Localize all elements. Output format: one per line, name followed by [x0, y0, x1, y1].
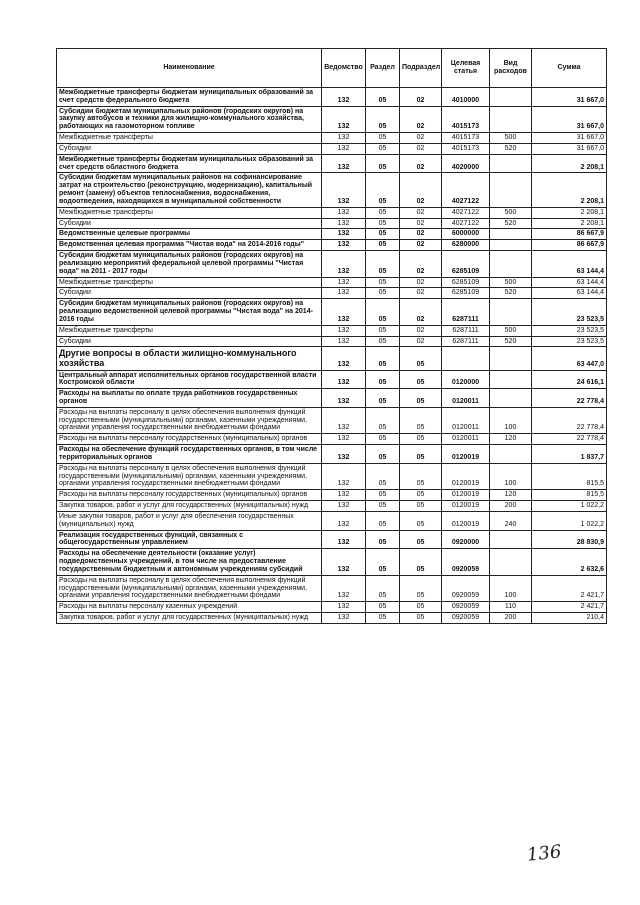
cell-expense-type: 240 — [490, 511, 532, 530]
cell-department: 132 — [322, 218, 366, 229]
cell-section: 05 — [366, 463, 400, 489]
cell-amount: 31 667,0 — [532, 106, 607, 132]
cell-subsection: 05 — [400, 501, 442, 512]
page-number: 136 — [525, 841, 563, 866]
cell-section: 05 — [366, 299, 400, 325]
cell-target-article: 0120019 — [442, 511, 490, 530]
cell-subsection: 02 — [400, 88, 442, 107]
cell-subsection: 02 — [400, 207, 442, 218]
cell-department: 132 — [322, 240, 366, 251]
cell-department: 132 — [322, 154, 366, 173]
cell-name: Иные закупки товаров, работ и услуг для обеспечения государственных (муниципальных) нужд — [57, 511, 322, 530]
header-subsection: Подраздел — [400, 49, 442, 88]
cell-amount: 2 208,1 — [532, 154, 607, 173]
cell-amount: 1 837,7 — [532, 445, 607, 464]
cell-amount: 86 667,9 — [532, 240, 607, 251]
cell-subsection: 05 — [400, 575, 442, 601]
table-row — [57, 511, 607, 530]
cell-name: Расходы на выплаты персоналу в целях обеспечения выполнения функций государственными (муниципальными) органами, казенными учреждениями, органами управления государственными внебюджетными фондами — [57, 407, 322, 433]
cell-department: 132 — [322, 106, 366, 132]
cell-expense-type — [490, 88, 532, 107]
cell-amount: 815,5 — [532, 490, 607, 501]
cell-section: 05 — [366, 347, 400, 370]
cell-section: 05 — [366, 106, 400, 132]
cell-target-article: 4027122 — [442, 207, 490, 218]
cell-name: Центральный аппарат исполнительных органов государственной власти Костромской области — [57, 370, 322, 389]
table-row — [57, 463, 607, 489]
cell-expense-type — [490, 370, 532, 389]
cell-section: 05 — [366, 490, 400, 501]
cell-amount: 2 632,6 — [532, 549, 607, 575]
cell-expense-type — [490, 106, 532, 132]
cell-amount: 2 208,1 — [532, 173, 607, 207]
table-row — [57, 325, 607, 336]
table-row — [57, 288, 607, 299]
cell-name: Межбюджетные трансферты — [57, 133, 322, 144]
table-row — [57, 549, 607, 575]
cell-expense-type: 100 — [490, 575, 532, 601]
cell-subsection: 05 — [400, 602, 442, 613]
cell-department: 132 — [322, 173, 366, 207]
cell-subsection: 02 — [400, 229, 442, 240]
cell-expense-type: 100 — [490, 463, 532, 489]
cell-target-article: 6287111 — [442, 299, 490, 325]
cell-section: 05 — [366, 613, 400, 624]
cell-expense-type: 120 — [490, 434, 532, 445]
cell-subsection: 02 — [400, 325, 442, 336]
cell-expense-type — [490, 240, 532, 251]
cell-section: 05 — [366, 530, 400, 549]
cell-amount: 31 667,0 — [532, 143, 607, 154]
cell-target-article: 6280000 — [442, 240, 490, 251]
cell-name: Субсидии — [57, 218, 322, 229]
cell-expense-type — [490, 173, 532, 207]
header-amount: Сумма — [532, 49, 607, 88]
cell-department: 132 — [322, 251, 366, 277]
cell-section: 05 — [366, 325, 400, 336]
cell-expense-type: 520 — [490, 218, 532, 229]
cell-section: 05 — [366, 229, 400, 240]
cell-target-article: 4010000 — [442, 88, 490, 107]
cell-name: Ведомственные целевые программы — [57, 229, 322, 240]
cell-subsection: 05 — [400, 434, 442, 445]
cell-name: Закупка товаров, работ и услуг для государственных (муниципальных) нужд — [57, 613, 322, 624]
cell-amount: 63 144,4 — [532, 288, 607, 299]
table-row — [57, 434, 607, 445]
cell-section: 05 — [366, 207, 400, 218]
cell-expense-type — [490, 154, 532, 173]
cell-target-article: 0920059 — [442, 575, 490, 601]
cell-department: 132 — [322, 407, 366, 433]
table-row — [57, 173, 607, 207]
header-section: Раздел — [366, 49, 400, 88]
cell-subsection: 02 — [400, 173, 442, 207]
cell-target-article: 6287111 — [442, 325, 490, 336]
budget-table — [56, 48, 607, 624]
table-row — [57, 299, 607, 325]
cell-amount: 86 667,9 — [532, 229, 607, 240]
cell-name: Расходы на выплаты персоналу государственных (муниципальных) органов — [57, 490, 322, 501]
cell-amount: 2 208,1 — [532, 207, 607, 218]
cell-target-article: 4015173 — [442, 143, 490, 154]
cell-name: Субсидии — [57, 336, 322, 347]
cell-expense-type — [490, 530, 532, 549]
cell-target-article: 0920059 — [442, 613, 490, 624]
table-row — [57, 389, 607, 408]
cell-expense-type: 520 — [490, 336, 532, 347]
table-row — [57, 251, 607, 277]
cell-department: 132 — [322, 501, 366, 512]
cell-name: Реализация государственных функций, связанных с общегосударственным управлением — [57, 530, 322, 549]
cell-target-article: 0120011 — [442, 407, 490, 433]
table-row — [57, 336, 607, 347]
cell-department: 132 — [322, 370, 366, 389]
cell-subsection: 02 — [400, 299, 442, 325]
cell-department: 132 — [322, 325, 366, 336]
cell-amount: 63 447,0 — [532, 347, 607, 370]
cell-target-article: 0920059 — [442, 549, 490, 575]
cell-name: Закупка товаров, работ и услуг для государственных (муниципальных) нужд — [57, 501, 322, 512]
cell-name: Расходы на выплаты персоналу в целях обеспечения выполнения функций государственными (муниципальными) органами, казенными учреждениями, органами управления государственными внебюджетными фондами — [57, 463, 322, 489]
cell-section: 05 — [366, 602, 400, 613]
cell-amount: 31 667,0 — [532, 88, 607, 107]
cell-target-article: 0120019 — [442, 501, 490, 512]
header-name: Наименование — [57, 49, 322, 88]
cell-target-article: 4027122 — [442, 173, 490, 207]
cell-expense-type: 500 — [490, 207, 532, 218]
cell-target-article: 0920059 — [442, 602, 490, 613]
cell-target-article: 0120000 — [442, 370, 490, 389]
table-row — [57, 88, 607, 107]
cell-section: 05 — [366, 501, 400, 512]
cell-name: Расходы на выплаты персоналу государственных (муниципальных) органов — [57, 434, 322, 445]
cell-section: 05 — [366, 218, 400, 229]
budget-document-page — [56, 48, 606, 624]
cell-section: 05 — [366, 143, 400, 154]
cell-expense-type: 200 — [490, 613, 532, 624]
cell-target-article: 6285109 — [442, 288, 490, 299]
cell-department: 132 — [322, 277, 366, 288]
cell-section: 05 — [366, 575, 400, 601]
cell-subsection: 05 — [400, 445, 442, 464]
cell-expense-type: 500 — [490, 325, 532, 336]
cell-name: Ведомственная целевая программа "Чистая вода" на 2014-2016 годы" — [57, 240, 322, 251]
cell-department: 132 — [322, 602, 366, 613]
cell-department: 132 — [322, 133, 366, 144]
cell-expense-type — [490, 549, 532, 575]
cell-amount: 28 830,9 — [532, 530, 607, 549]
cell-name: Субсидии бюджетам муниципальных районов на софинансирование затрат на строительство (реконструкцию, модернизацию), капитальный ремонт (замену) объектов теплоснабжения, водоснабжения, водоотведения, находящихся в муниципальной собственности — [57, 173, 322, 207]
cell-amount: 23 523,5 — [532, 325, 607, 336]
table-row — [57, 277, 607, 288]
cell-section: 05 — [366, 251, 400, 277]
table-row — [57, 106, 607, 132]
cell-name: Субсидии бюджетам муниципальных районов (городских округов) на реализацию мероприятий федеральной целевой программы "Чистая вода" на 2011 - 2017 годы — [57, 251, 322, 277]
cell-expense-type: 100 — [490, 407, 532, 433]
cell-expense-type — [490, 251, 532, 277]
table-row — [57, 207, 607, 218]
cell-department: 132 — [322, 288, 366, 299]
cell-amount: 63 144,4 — [532, 251, 607, 277]
table-row — [57, 154, 607, 173]
cell-amount: 23 523,5 — [532, 336, 607, 347]
cell-department: 132 — [322, 229, 366, 240]
cell-department: 132 — [322, 336, 366, 347]
cell-expense-type: 520 — [490, 288, 532, 299]
table-row — [57, 347, 607, 370]
table-row — [57, 218, 607, 229]
table-row — [57, 407, 607, 433]
cell-target-article: 4027122 — [442, 218, 490, 229]
cell-target-article: 0120019 — [442, 463, 490, 489]
cell-target-article — [442, 347, 490, 370]
cell-subsection: 02 — [400, 240, 442, 251]
cell-target-article: 6285109 — [442, 277, 490, 288]
cell-target-article: 0120019 — [442, 445, 490, 464]
cell-amount: 22 778,4 — [532, 407, 607, 433]
cell-name: Субсидии — [57, 143, 322, 154]
cell-department: 132 — [322, 575, 366, 601]
cell-target-article: 6000000 — [442, 229, 490, 240]
cell-name: Расходы на выплаты персоналу казенных учреждений — [57, 602, 322, 613]
table-row — [57, 370, 607, 389]
cell-name: Межбюджетные трансферты — [57, 277, 322, 288]
cell-target-article: 0120011 — [442, 434, 490, 445]
cell-subsection: 05 — [400, 370, 442, 389]
table-row — [57, 530, 607, 549]
cell-expense-type — [490, 299, 532, 325]
cell-subsection: 05 — [400, 549, 442, 575]
cell-target-article: 0120019 — [442, 490, 490, 501]
cell-amount: 2 208,1 — [532, 218, 607, 229]
cell-subsection: 05 — [400, 490, 442, 501]
cell-subsection: 02 — [400, 218, 442, 229]
cell-section: 05 — [366, 336, 400, 347]
cell-expense-type: 120 — [490, 490, 532, 501]
cell-subsection: 05 — [400, 389, 442, 408]
cell-department: 132 — [322, 445, 366, 464]
cell-department: 132 — [322, 88, 366, 107]
header-row — [57, 49, 607, 88]
cell-amount: 2 421,7 — [532, 602, 607, 613]
cell-expense-type: 110 — [490, 602, 532, 613]
cell-subsection: 05 — [400, 613, 442, 624]
table-row — [57, 133, 607, 144]
cell-amount: 23 523,5 — [532, 299, 607, 325]
cell-department: 132 — [322, 490, 366, 501]
cell-section: 05 — [366, 434, 400, 445]
cell-department: 132 — [322, 463, 366, 489]
cell-expense-type: 200 — [490, 501, 532, 512]
cell-expense-type: 500 — [490, 277, 532, 288]
cell-section: 05 — [366, 154, 400, 173]
cell-department: 132 — [322, 549, 366, 575]
table-row — [57, 602, 607, 613]
table-row — [57, 613, 607, 624]
header-department: Ведомство — [322, 49, 366, 88]
table-row — [57, 490, 607, 501]
cell-subsection: 05 — [400, 511, 442, 530]
cell-expense-type — [490, 389, 532, 408]
cell-subsection: 02 — [400, 336, 442, 347]
cell-name: Межбюджетные трансферты бюджетам муниципальных образований за счет средств федерального бюджета — [57, 88, 322, 107]
cell-section: 05 — [366, 173, 400, 207]
cell-name: Межбюджетные трансферты бюджетам муниципальных образований за счет средств областного бюджета — [57, 154, 322, 173]
cell-department: 132 — [322, 299, 366, 325]
cell-section: 05 — [366, 277, 400, 288]
cell-amount: 31 667,0 — [532, 133, 607, 144]
cell-name: Расходы на выплаты по оплате труда работников государственных органов — [57, 389, 322, 408]
cell-target-article: 6285109 — [442, 251, 490, 277]
cell-subsection: 02 — [400, 288, 442, 299]
cell-section: 05 — [366, 549, 400, 575]
cell-department: 132 — [322, 347, 366, 370]
cell-amount: 22 778,4 — [532, 389, 607, 408]
cell-amount: 1 022,2 — [532, 501, 607, 512]
cell-department: 132 — [322, 511, 366, 530]
cell-name: Субсидии бюджетам муниципальных районов (городских округов) на закупку автобусов и техники для жилищно-коммунального хозяйства, работающих на газомоторном топливе — [57, 106, 322, 132]
cell-section: 05 — [366, 407, 400, 433]
cell-department: 132 — [322, 434, 366, 445]
cell-subsection: 05 — [400, 407, 442, 433]
table-body — [57, 88, 607, 624]
cell-amount: 22 778,4 — [532, 434, 607, 445]
cell-section: 05 — [366, 370, 400, 389]
cell-amount: 1 022,2 — [532, 511, 607, 530]
cell-name: Межбюджетные трансферты — [57, 207, 322, 218]
cell-name: Межбюджетные трансферты — [57, 325, 322, 336]
cell-subsection: 05 — [400, 347, 442, 370]
cell-subsection: 05 — [400, 530, 442, 549]
cell-amount: 210,4 — [532, 613, 607, 624]
cell-subsection: 02 — [400, 106, 442, 132]
cell-expense-type: 500 — [490, 133, 532, 144]
cell-department: 132 — [322, 143, 366, 154]
cell-target-article: 4015173 — [442, 106, 490, 132]
cell-target-article: 6287111 — [442, 336, 490, 347]
cell-amount: 815,5 — [532, 463, 607, 489]
cell-subsection: 05 — [400, 463, 442, 489]
cell-target-article: 4020000 — [442, 154, 490, 173]
cell-amount: 63 144,4 — [532, 277, 607, 288]
cell-section: 05 — [366, 288, 400, 299]
cell-section: 05 — [366, 445, 400, 464]
header-expense-type: Вид расходов — [490, 49, 532, 88]
cell-section: 05 — [366, 389, 400, 408]
cell-subsection: 02 — [400, 277, 442, 288]
cell-department: 132 — [322, 389, 366, 408]
cell-section: 05 — [366, 240, 400, 251]
cell-section: 05 — [366, 88, 400, 107]
cell-section: 05 — [366, 511, 400, 530]
cell-department: 132 — [322, 207, 366, 218]
cell-subsection: 02 — [400, 251, 442, 277]
cell-subsection: 02 — [400, 154, 442, 173]
cell-expense-type — [490, 445, 532, 464]
table-row — [57, 229, 607, 240]
cell-name: Расходы на выплаты персоналу в целях обеспечения выполнения функций государственными (муниципальными) органами, казенными учреждениями, органами управления государственными внебюджетными фондами — [57, 575, 322, 601]
header-target-article: Целевая статья — [442, 49, 490, 88]
cell-name: Расходы на обеспечение деятельности (оказание услуг) подведомственных учреждений, в том числе на предоставление государственным бюджетным и автономным учреждениям субсидий — [57, 549, 322, 575]
cell-target-article: 0920000 — [442, 530, 490, 549]
table-row — [57, 445, 607, 464]
cell-name: Другие вопросы в области жилищно-коммунального хозяйства — [57, 347, 322, 370]
cell-expense-type — [490, 347, 532, 370]
cell-section: 05 — [366, 133, 400, 144]
cell-department: 132 — [322, 530, 366, 549]
cell-department: 132 — [322, 613, 366, 624]
cell-target-article: 0120011 — [442, 389, 490, 408]
cell-expense-type: 520 — [490, 143, 532, 154]
cell-target-article: 4015173 — [442, 133, 490, 144]
table-row — [57, 143, 607, 154]
cell-subsection: 02 — [400, 133, 442, 144]
cell-name: Субсидии — [57, 288, 322, 299]
table-row — [57, 575, 607, 601]
cell-amount: 24 616,1 — [532, 370, 607, 389]
cell-amount: 2 421,7 — [532, 575, 607, 601]
table-row — [57, 240, 607, 251]
cell-name: Субсидии бюджетам муниципальных районов (городских округов) на реализацию ведомственной целевой программы "Чистая вода" на 2014-2016 годы — [57, 299, 322, 325]
table-row — [57, 501, 607, 512]
cell-expense-type — [490, 229, 532, 240]
cell-subsection: 02 — [400, 143, 442, 154]
table-header — [57, 49, 607, 88]
cell-name: Расходы на обеспечение функций государственных органов, в том числе территориальных органов — [57, 445, 322, 464]
